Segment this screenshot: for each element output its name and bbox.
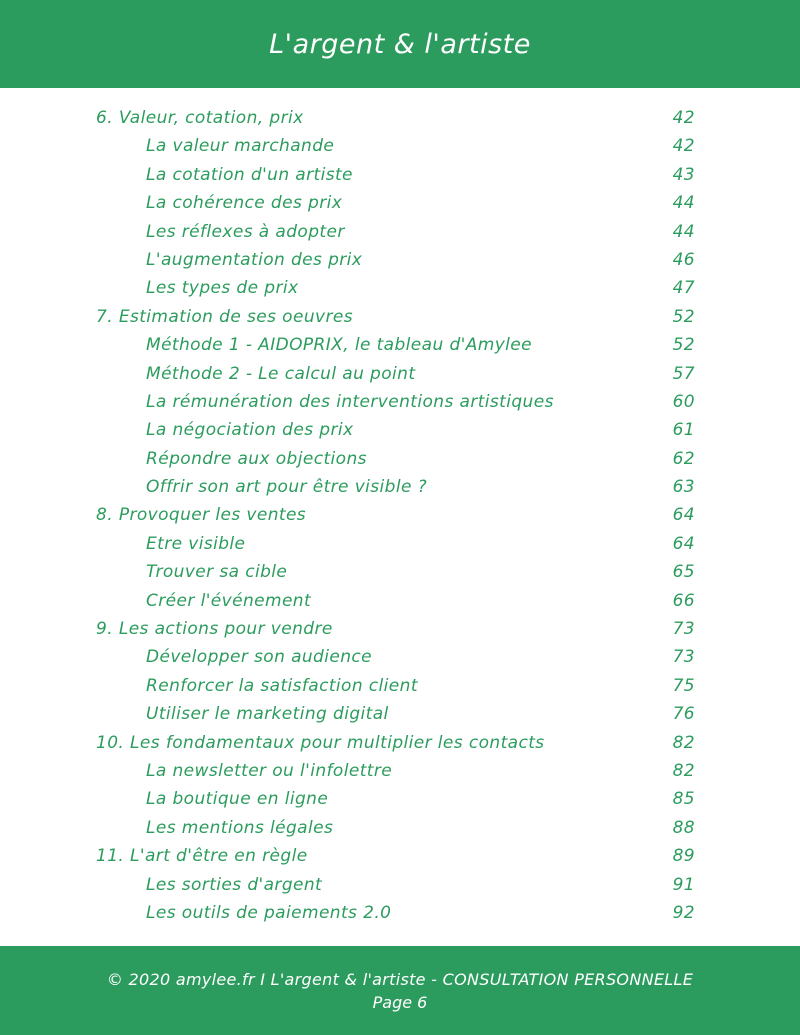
- toc-section-row[interactable]: [0, 700, 800, 728]
- toc-entry-label: 9. Les actions pour vendre: [96, 619, 333, 640]
- toc-entry-label: La cohérence des prix: [146, 193, 343, 214]
- toc-entry-page: 42: [672, 136, 695, 157]
- toc-entry-page: 75: [672, 675, 695, 696]
- toc-entry-page: 82: [672, 760, 695, 781]
- toc-entry-label: Les types de prix: [146, 278, 299, 299]
- toc-section-row[interactable]: [0, 189, 800, 217]
- toc-entry-page: 88: [672, 817, 695, 838]
- toc-entry-page: 60: [672, 391, 695, 412]
- copyright-line: © 2020 amylee.fr I L'argent & l'artiste - CONSULTATION PERSONNELLE: [106, 969, 694, 989]
- toc-chapter-row[interactable]: [0, 303, 800, 331]
- toc-entry-label: 6. Valeur, cotation, prix: [96, 108, 304, 128]
- toc-entry-page: 91: [672, 874, 695, 895]
- toc-entry-label: Utiliser le marketing digital: [146, 704, 389, 725]
- toc-entry-page: 62: [672, 448, 695, 469]
- toc-entry-label: Répondre aux objections: [146, 448, 367, 469]
- toc-entry-label: 8. Provoquer les ventes: [96, 505, 307, 526]
- toc-entry-label: L'augmentation des prix: [146, 249, 363, 270]
- toc-section-row[interactable]: [0, 132, 800, 160]
- toc-section-row[interactable]: [0, 161, 800, 189]
- toc-entry-page: 52: [672, 306, 695, 327]
- toc-entry-label: Méthode 1 - AIDOPRIX, le tableau d'Amylee: [146, 335, 533, 356]
- toc-section-row[interactable]: [0, 899, 800, 927]
- toc-section-row[interactable]: [0, 331, 800, 359]
- toc-section-row[interactable]: [0, 643, 800, 671]
- table-of-contents: [0, 104, 800, 927]
- toc-entry-label: Renforcer la satisfaction client: [146, 675, 418, 696]
- toc-entry-label: 10. Les fondamentaux pour multiplier les contacts: [96, 732, 545, 753]
- toc-section-row[interactable]: [0, 360, 800, 388]
- toc-entry-label: Les sorties d'argent: [146, 874, 323, 895]
- toc-entry-page: 92: [672, 902, 695, 923]
- toc-entry-label: Développer son audience: [146, 647, 373, 668]
- toc-section-row[interactable]: [0, 785, 800, 813]
- toc-entry-page: 47: [672, 278, 695, 299]
- toc-entry-label: La valeur marchande: [146, 136, 335, 157]
- page-footer: [0, 946, 800, 1035]
- toc-section-row[interactable]: [0, 587, 800, 615]
- toc-entry-label: La rémunération des interventions artistiques: [146, 391, 554, 412]
- toc-section-row[interactable]: [0, 558, 800, 586]
- toc-chapter-row[interactable]: [0, 104, 800, 132]
- toc-section-row[interactable]: [0, 814, 800, 842]
- toc-entry-page: 64: [672, 533, 695, 554]
- page-header: [0, 0, 800, 88]
- toc-entry-label: Créer l'événement: [146, 590, 312, 611]
- toc-entry-label: 7. Estimation de ses oeuvres: [96, 306, 353, 327]
- toc-chapter-row[interactable]: [0, 729, 800, 757]
- toc-entry-label: Les outils de paiements 2.0: [146, 902, 392, 923]
- toc-section-row[interactable]: [0, 218, 800, 246]
- toc-section-row[interactable]: [0, 445, 800, 473]
- page-number: Page 6: [372, 992, 428, 1012]
- toc-entry-page: 65: [672, 562, 695, 583]
- toc-section-row[interactable]: [0, 388, 800, 416]
- toc-entry-page: 85: [672, 789, 695, 810]
- toc-entry-page: 89: [672, 846, 695, 867]
- toc-entry-page: 73: [672, 619, 695, 640]
- toc-section-row[interactable]: [0, 757, 800, 785]
- toc-entry-page: 63: [672, 477, 695, 498]
- toc-chapter-row[interactable]: [0, 615, 800, 643]
- toc-entry-label: Les mentions légales: [146, 817, 334, 838]
- toc-section-row[interactable]: [0, 530, 800, 558]
- toc-entry-label: Méthode 2 - Le calcul au point: [146, 363, 416, 384]
- toc-entry-page: 61: [672, 420, 695, 441]
- toc-entry-page: 46: [672, 249, 695, 270]
- toc-chapter-row[interactable]: [0, 501, 800, 529]
- toc-entry-label: La cotation d'un artiste: [146, 164, 353, 185]
- toc-entry-page: 57: [672, 363, 695, 384]
- toc-entry-label: Les réflexes à adopter: [146, 221, 345, 242]
- toc-entry-label: La négociation des prix: [146, 420, 354, 441]
- toc-chapter-row[interactable]: [0, 842, 800, 870]
- toc-entry-page: 43: [672, 164, 695, 185]
- toc-entry-page: 82: [672, 732, 695, 753]
- toc-section-row[interactable]: [0, 274, 800, 302]
- toc-section-row[interactable]: [0, 871, 800, 899]
- toc-section-row[interactable]: [0, 416, 800, 444]
- toc-entry-page: 42: [672, 108, 695, 128]
- toc-entry-page: 66: [672, 590, 695, 611]
- toc-entry-label: Offrir son art pour être visible ?: [146, 477, 428, 498]
- toc-entry-label: 11. L'art d'être en règle: [96, 846, 308, 867]
- toc-section-row[interactable]: [0, 672, 800, 700]
- toc-entry-page: 52: [672, 335, 695, 356]
- document-title: L'argent & l'artiste: [269, 28, 531, 60]
- toc-section-row[interactable]: [0, 246, 800, 274]
- toc-section-row[interactable]: [0, 473, 800, 501]
- toc-entry-label: Etre visible: [146, 533, 246, 554]
- toc-entry-label: La boutique en ligne: [146, 789, 329, 810]
- toc-entry-page: 76: [672, 704, 695, 725]
- toc-entry-page: 64: [672, 505, 695, 526]
- toc-entry-page: 73: [672, 647, 695, 668]
- toc-entry-page: 44: [672, 221, 695, 242]
- toc-entry-page: 44: [672, 193, 695, 214]
- toc-entry-label: Trouver sa cible: [146, 562, 288, 583]
- toc-entry-label: La newsletter ou l'infolettre: [146, 760, 393, 781]
